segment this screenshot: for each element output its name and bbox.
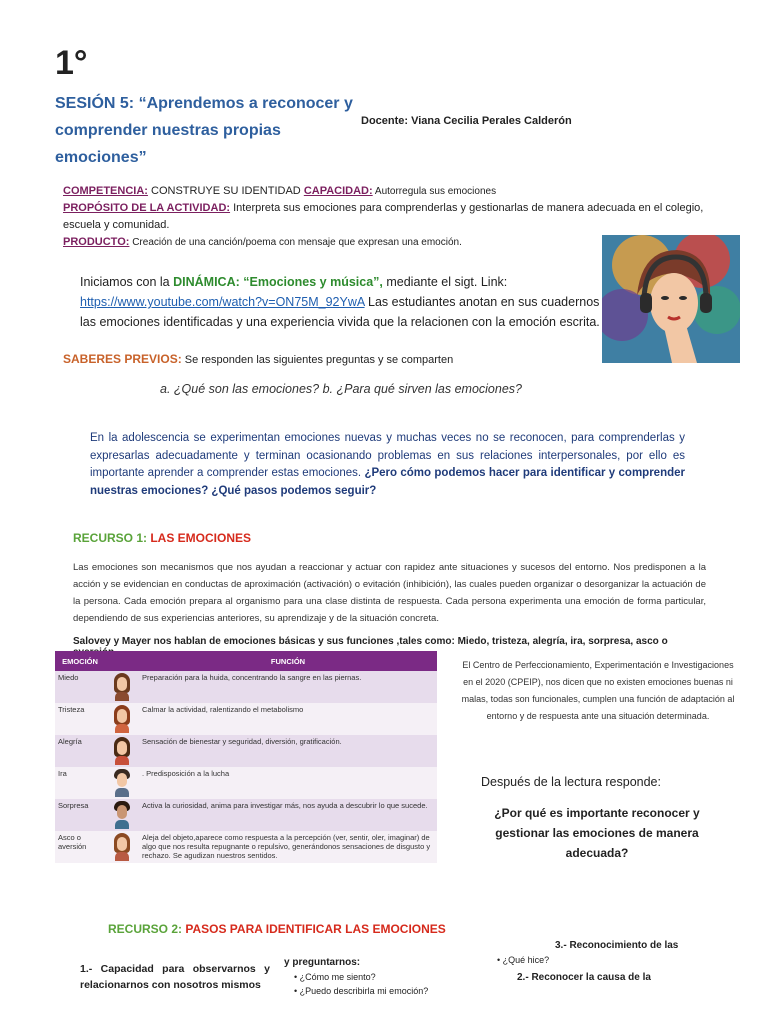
- face-cell: [105, 831, 139, 863]
- recurso-1-heading: [73, 531, 251, 545]
- header-blank: [105, 651, 139, 671]
- dinamica-pre: Iniciamos con la: [80, 275, 174, 289]
- youtube-link[interactable]: https://www.youtube.com/watch?v=ON75M_92YwA: [80, 295, 365, 309]
- step-2: 2.- Reconocer la causa de la: [517, 972, 651, 983]
- function-cell: Sensación de bienestar y seguridad, diversión, gratificación.: [139, 735, 437, 767]
- dinamica-post: mediante el sigt. Link:: [382, 275, 508, 289]
- intro-question: ¿Pero cómo podemos hacer para identificar y comprender nuestras emociones? ¿Qué pasos podemos seguir?: [90, 467, 685, 497]
- face-cell: [105, 799, 139, 831]
- saberes-label: SABERES PREVIOS:: [63, 352, 182, 366]
- function-cell: Preparación para la huida, concentrando la sangre en las piernas.: [139, 671, 437, 703]
- dinamica-rest: Las estudiantes anotan en sus cuadernos las emociones identificadas y una experiencia vivida que la relacionen con la emoción escrita.: [80, 295, 600, 329]
- salovey-mayer-line: Salovey y Mayer nos hablan de emociones básicas y sus funciones ,tales como: Miedo, tristeza, alegría, ira, sorpresa, asco o: [73, 636, 668, 647]
- emotions-table: [55, 651, 437, 863]
- face-cell: [105, 735, 139, 767]
- dinamica-paragraph: [80, 272, 600, 332]
- emotion-cell: Sorpresa: [55, 799, 105, 831]
- emotion-cell: Asco o aversión: [55, 831, 105, 863]
- intro-paragraph: [90, 430, 685, 500]
- proposito-value: Interpreta sus emociones para comprenderlas y gestionarlas de manera adecuada en el colegio, escuela y comunidad.: [63, 202, 704, 231]
- surprise-face-icon: [113, 801, 131, 829]
- competencia-line: [63, 183, 723, 200]
- table-row: [55, 703, 437, 735]
- emotion-cell: Miedo: [55, 671, 105, 703]
- after-reading-instruction: Después de la lectura responde:: [481, 775, 661, 789]
- step-1: 1.- Capacidad para observarnos y relacionarnos con nosotros mismos: [80, 963, 270, 991]
- function-cell: Calmar la actividad, ralentizando el metabolismo: [139, 703, 437, 735]
- recurso-2-heading: [108, 922, 446, 936]
- recurso-2-title: PASOS PARA IDENTIFICAR LAS EMOCIONES: [185, 922, 446, 936]
- face-cell: [105, 703, 139, 735]
- grade-heading: 1°: [55, 44, 88, 82]
- session-title: SESIÓN 5: “Aprendemos a reconocer y comprender nuestras propias emociones”: [55, 95, 353, 166]
- previous-questions: a. ¿Qué son las emociones? b. ¿Para qué sirven las emociones?: [160, 382, 522, 396]
- list-item: • ¿Cómo me siento?: [294, 972, 376, 982]
- function-cell: . Predisposición a la lucha: [139, 767, 437, 799]
- emotion-cell: Tristeza: [55, 703, 105, 735]
- dinamica-highlight: DINÁMICA: “Emociones y música”,: [173, 275, 383, 289]
- capacidad-label: CAPACIDAD:: [303, 185, 373, 197]
- step-3: 3.- Reconocimiento de las: [555, 940, 679, 951]
- disgust-face-icon: [113, 833, 131, 861]
- header-funcion: FUNCIÓN: [139, 651, 437, 671]
- table-row: [55, 799, 437, 831]
- list-item: • ¿Puedo describirla mi emoción?: [294, 986, 429, 996]
- table-row: [55, 735, 437, 767]
- producto-value: Creación de una canción/poema con mensaje que expresan una emoción.: [129, 237, 462, 248]
- capacidad-value: Autorregula sus emociones: [372, 186, 497, 197]
- saberes-text: Se responden las siguientes preguntas y se comparten: [181, 354, 454, 366]
- face-cell: [105, 767, 139, 799]
- table-row: [55, 671, 437, 703]
- emotions-definition: Las emociones son mecanismos que nos ayudan a reaccionar y actuar con rapidez ante situaciones y sucesos del entorno. Nos predisponen a la acción y se evidencian en conductas de aproximación (activación) o evitación (inhibición), las cuales pueden organizar o desorganizar la actuación de la persona. Cada emoción prepara al organismo para una clase distinta de respuesta. Cada persona experimenta una emoción de forma particular, dependiendo de sus experiencias anteriores, su aprendizaje y de la situación concreta.: [73, 562, 706, 624]
- emotion-cell: Ira: [55, 767, 105, 799]
- step-3-bullet: • ¿Qué hice?: [497, 955, 550, 965]
- fear-face-icon: [113, 673, 131, 701]
- table-row: [55, 767, 437, 799]
- face-cell: [105, 671, 139, 703]
- competencia-label: COMPETENCIA:: [63, 185, 148, 197]
- table-header-row: [55, 651, 437, 671]
- producto-label: PRODUCTO:: [63, 236, 130, 248]
- proposito-label: PROPÓSITO DE LA ACTIVIDAD:: [63, 202, 231, 214]
- intro-text: En la adolescencia se experimentan emociones nuevas y muchas veces no se reconocen, para comprenderlas y expresarlas adecuadamente y terminan ocasionando problemas en sus relaciones interpersonales, por ello es importante aprender a comprender estas emociones.: [90, 432, 685, 479]
- cpeip-paragraph: El Centro de Perfeccionamiento, Experimentación e Investigaciones en el 2020 (CPEIP), nos dicen que no existen emociones buenas ni malas, todas son funcionales, cumplen una función de adaptación al entorno y de respuesta ante una situación determinada.: [461, 660, 735, 721]
- step-1-bullets: [284, 970, 484, 998]
- saberes-previos: [63, 352, 453, 366]
- teacher-name: Docente: Viana Cecilia Perales Calderón: [361, 115, 572, 127]
- happy-face-icon: [113, 737, 131, 765]
- sad-face-icon: [113, 705, 131, 733]
- function-cell: Aleja del objeto,aparece como respuesta a la percepción (ver, sentir, oler, imaginar) de algo que nos resulta repugnante o repulsivo, generándonos sensaciones de disgusto y rechazo. Se agudizan nuestros sentidos.: [139, 831, 437, 863]
- step-1-continuation: y preguntarnos:: [284, 957, 361, 968]
- step-1-questions: [284, 957, 484, 998]
- reflection-question: ¿Por qué es importante reconocer y gestionar las emociones de manera adecuada?: [494, 806, 700, 860]
- recurso-1-title: LAS EMOCIONES: [150, 531, 252, 545]
- recurso-2-label: RECURSO 2:: [108, 922, 186, 936]
- emotion-cell: Alegría: [55, 735, 105, 767]
- recurso-1-label: RECURSO 1:: [73, 531, 151, 545]
- table-row: [55, 831, 437, 863]
- header-emocion: EMOCIÓN: [55, 651, 105, 671]
- competencia-value: CONSTRUYE SU IDENTIDAD: [147, 185, 304, 197]
- angry-face-icon: [113, 769, 131, 797]
- function-cell: Activa la curiosidad, anima para investigar más, nos ayuda a descubrir lo que sucede.: [139, 799, 437, 831]
- proposito-line: [63, 200, 723, 234]
- headphones-woman-illustration: [602, 235, 740, 363]
